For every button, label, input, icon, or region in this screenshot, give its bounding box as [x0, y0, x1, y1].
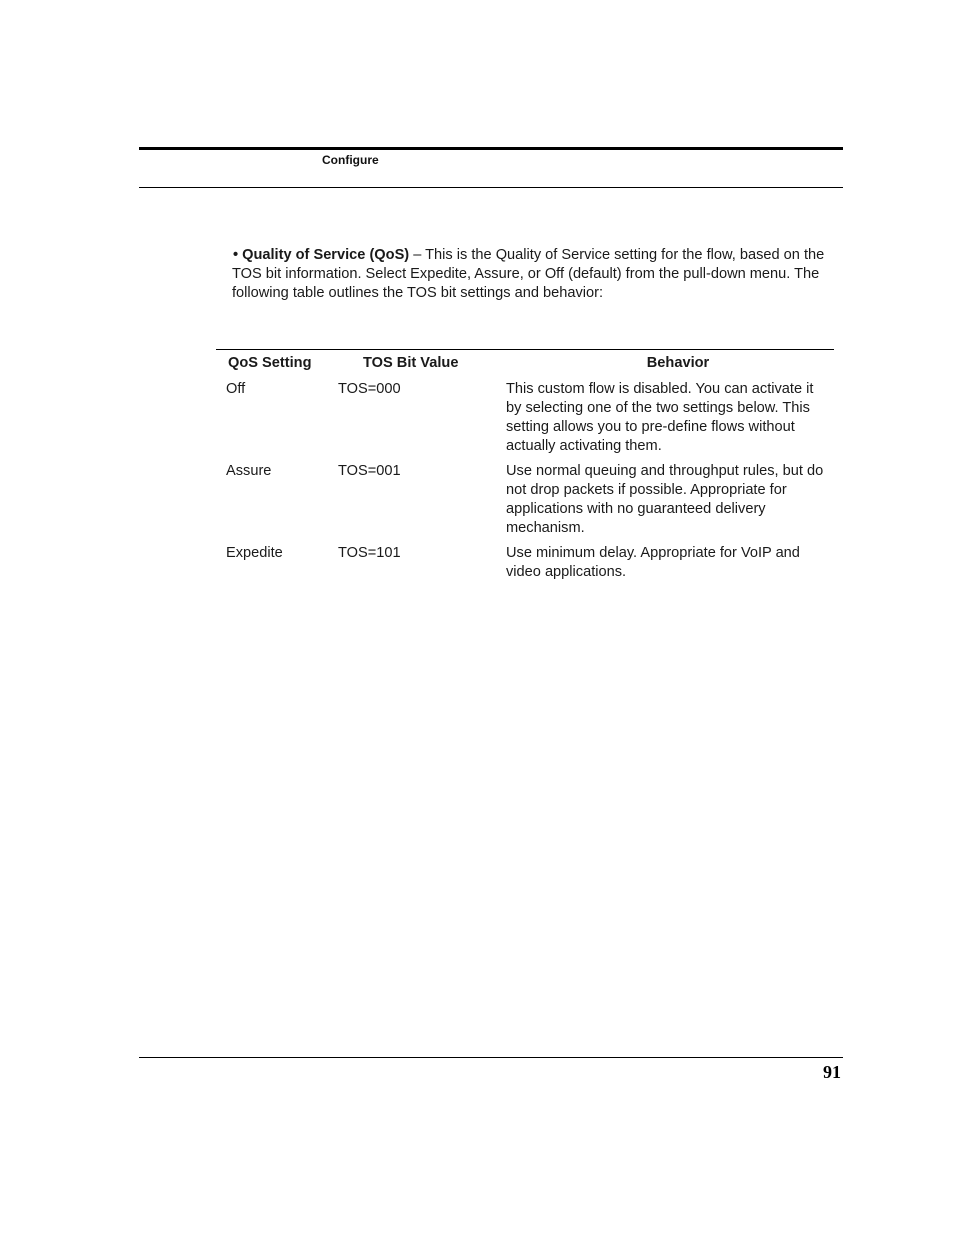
- qos-setting-cell: Expedite: [226, 545, 283, 561]
- qos-term: Quality of Service (QoS): [242, 247, 410, 263]
- footer-rule: [139, 1057, 843, 1058]
- table-header-row: [216, 350, 834, 381]
- qos-description-text: – This is the Quality of Service setting for the flow, based on the TOS bit information. Select Expedite, Assure, or Off (default) from the pull-down menu. The following table outlines the TOS bit settings and behavior:: [232, 247, 825, 301]
- qos-description-paragraph: [232, 246, 832, 303]
- column-header-behavior: Behavior: [646, 355, 710, 371]
- column-header-qos-setting: QoS Setting: [228, 355, 312, 371]
- qos-setting-cell: Off: [226, 381, 246, 397]
- behavior-cell: This custom flow is disabled. You can activate it by selecting one of the two settings below. This setting allows you to pre-define flows without actually activating them.: [506, 381, 814, 454]
- column-header-tos-bit-value: TOS Bit Value: [363, 355, 459, 371]
- tos-bit-value-cell: TOS=000: [338, 381, 401, 397]
- header-rule-thick: [139, 147, 843, 150]
- running-head: Configure: [322, 153, 379, 167]
- table-row: [216, 380, 834, 462]
- behavior-cell: Use minimum delay. Appropriate for VoIP and video applications.: [506, 545, 800, 580]
- page-number: 91: [823, 1062, 841, 1082]
- qos-setting-cell: Assure: [226, 463, 272, 479]
- header-rule-thin: [139, 187, 843, 188]
- table-row: [216, 544, 834, 588]
- bullet-marker: •: [233, 247, 239, 263]
- tos-bit-value-cell: TOS=101: [338, 545, 401, 561]
- table-row: [216, 462, 834, 544]
- behavior-cell: Use normal queuing and throughput rules, but do not drop packets if possible. Appropriate for applications with no guaranteed delivery mechanism.: [506, 463, 824, 536]
- tos-bit-value-cell: TOS=001: [338, 463, 401, 479]
- tos-settings-table: [216, 349, 834, 588]
